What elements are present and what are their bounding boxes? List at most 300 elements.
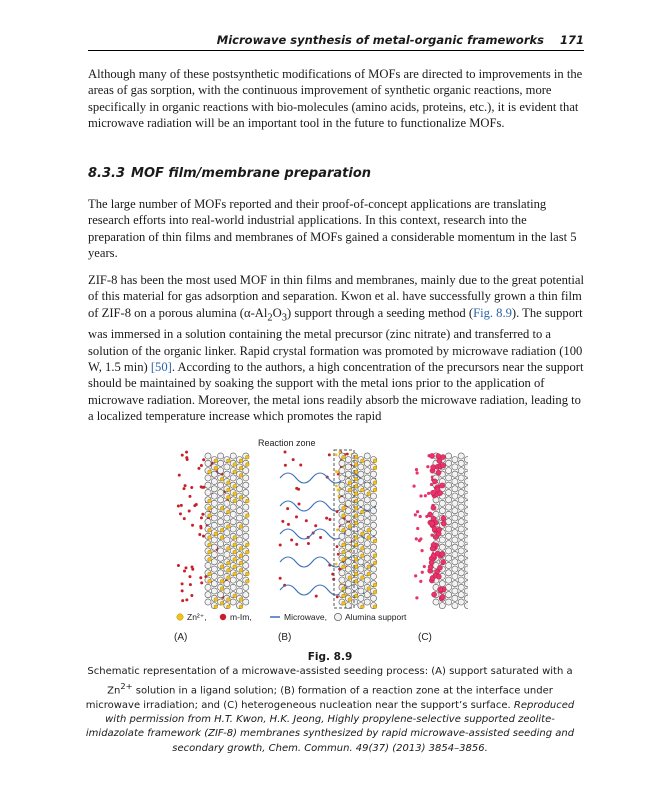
m-im-molecule: [290, 538, 293, 541]
alumina-particle: [345, 530, 351, 536]
alumina-particle: [446, 541, 452, 547]
alumina-particle: [236, 573, 242, 579]
alumina-particle: [218, 511, 224, 517]
zif-crystal: [440, 551, 445, 556]
alumina-particle: [230, 511, 236, 517]
alumina-particle: [339, 489, 345, 495]
m-im-molecule: [191, 524, 194, 527]
alumina-particle: [243, 504, 249, 510]
zn-ion: [373, 488, 377, 492]
alumina-particle: [364, 519, 370, 525]
zn-ion: [239, 547, 243, 551]
alumina-particle: [218, 468, 224, 474]
running-title: Microwave synthesis of metal-organic frameworks: [216, 33, 544, 47]
paragraph-2-text: The large number of MOFs reported and their proof-of-concept applications are translating research efforts into real-world industrial applications. In this context, research into the preparation of thin films and membranes of MOFs gained a considerable momentum in the last 5 years.: [88, 197, 577, 260]
m-im-molecule: [286, 507, 289, 510]
m-im-molecule: [188, 510, 191, 513]
zn-ion: [354, 543, 358, 547]
zn-ion: [233, 572, 237, 576]
zif-crystal: [441, 516, 446, 521]
zif-crystal: [429, 453, 434, 458]
alumina-particle: [236, 537, 242, 543]
zn-ion: [373, 605, 377, 609]
m-im-molecule: [305, 519, 308, 522]
alumina-particle: [458, 526, 464, 532]
m-im-molecule: [179, 512, 182, 515]
alumina-particle: [230, 584, 236, 590]
alumina-particle: [358, 471, 364, 477]
alumina-particle: [345, 493, 351, 499]
legend-zn-label: Zn²⁺,: [187, 612, 207, 622]
alumina-particle: [236, 508, 242, 514]
zn-ion: [367, 565, 371, 569]
alumina-particle: [364, 475, 370, 481]
alumina-particle: [439, 603, 445, 609]
alumina-particle: [446, 570, 452, 576]
alumina-particle: [464, 457, 468, 463]
alumina-particle: [218, 541, 224, 547]
alumina-particle: [211, 537, 217, 543]
m-im-molecule: [199, 525, 202, 528]
alumina-particle: [446, 592, 452, 598]
alumina-particle: [452, 486, 458, 492]
alumina-particle: [211, 581, 217, 587]
alumina-particle: [352, 599, 358, 605]
citation-link[interactable]: [50]: [150, 360, 172, 374]
alumina-particle: [352, 548, 358, 554]
zn-ion: [348, 488, 352, 492]
section-heading: [88, 166, 371, 181]
m-im-molecule: [295, 543, 298, 546]
alumina-particle: [464, 508, 468, 514]
alumina-particle: [352, 584, 358, 590]
zn-ion: [227, 488, 231, 492]
zn-ion: [239, 474, 243, 478]
alumina-particle: [458, 475, 464, 481]
alumina-particle: [370, 493, 376, 499]
alumina-particle: [452, 581, 458, 587]
m-im-molecule: [346, 453, 349, 456]
zn-ion: [335, 470, 338, 473]
alumina-particle: [446, 475, 452, 481]
zn-ion: [239, 554, 243, 558]
alumina-particle: [345, 566, 351, 572]
alumina-particle: [205, 562, 211, 568]
zn-ion: [342, 550, 346, 554]
alumina-particle: [464, 573, 468, 579]
m-im-molecule: [197, 467, 200, 470]
zif-crystal: [436, 454, 441, 459]
alumina-particle: [370, 515, 376, 521]
alumina-particle: [446, 453, 452, 459]
alumina-particle: [243, 555, 249, 561]
m-im-molecule: [193, 504, 196, 507]
alumina-particle: [458, 489, 464, 495]
zn-ion: [208, 514, 212, 518]
alumina-particle: [464, 515, 468, 521]
alumina-particle: [230, 526, 236, 532]
alumina-particle: [211, 515, 217, 521]
m-im-molecule: [181, 454, 184, 457]
m-im-molecule: [191, 565, 194, 568]
zn-ion: [227, 481, 231, 485]
alumina-particle: [218, 519, 224, 525]
zif-seed: [430, 483, 433, 486]
zn-ion: [354, 572, 358, 576]
m-im-molecule: [200, 581, 203, 584]
alumina-particle: [364, 541, 370, 547]
m-im-molecule: [325, 517, 328, 520]
alumina-particle: [230, 599, 236, 605]
alumina-particle: [230, 475, 236, 481]
zn-ion: [337, 489, 340, 492]
zn-ion: [373, 561, 377, 565]
zn-ion: [367, 528, 371, 532]
alumina-particle: [446, 562, 452, 568]
zn-ion: [239, 598, 243, 602]
zn-ion: [245, 550, 249, 554]
zif-crystal: [436, 470, 441, 475]
alumina-particle: [464, 486, 468, 492]
alumina-particle: [236, 588, 242, 594]
alumina-particle: [452, 522, 458, 528]
zif-crystal: [435, 487, 440, 492]
m-im-molecule: [190, 486, 193, 489]
zif-crystal: [431, 505, 436, 510]
paragraph-1: [88, 66, 584, 131]
m-im-molecule: [199, 576, 202, 579]
page-number: 171: [559, 33, 584, 47]
alumina-particle: [358, 500, 364, 506]
alumina-particle: [236, 500, 242, 506]
zn-ion: [361, 488, 365, 492]
m-im-molecule: [177, 564, 180, 567]
alumina-particle: [458, 453, 464, 459]
m-im-molecule: [284, 464, 287, 467]
alumina-particle: [446, 468, 452, 474]
alumina-particle: [452, 566, 458, 572]
zn-ion: [354, 565, 358, 569]
zif-seed: [426, 465, 429, 468]
alumina-particle: [364, 555, 370, 561]
alumina-particle: [243, 584, 249, 590]
alumina-particle: [452, 559, 458, 565]
alumina-particle: [236, 478, 242, 484]
m-im-molecule: [328, 518, 331, 521]
zif-seed: [419, 515, 422, 518]
alumina-particle: [446, 511, 452, 517]
figure-8-9: [168, 436, 468, 644]
panel-label-a: (A): [174, 632, 188, 643]
alumina-particle: [205, 519, 211, 525]
zn-ion: [367, 587, 371, 591]
alumina-particle: [464, 551, 468, 557]
alumina-particle: [243, 475, 249, 481]
zn-ion: [335, 453, 338, 456]
zn-ion: [208, 572, 212, 576]
zn-ion: [233, 594, 237, 598]
m-im-molecule: [328, 453, 331, 456]
alumina-particle: [205, 453, 211, 459]
alumina-particle: [211, 566, 217, 572]
alumina-particle: [452, 457, 458, 463]
alumina-particle: [458, 468, 464, 474]
alumina-particle: [211, 486, 217, 492]
alumina-particle: [205, 599, 211, 605]
alumina-particle: [243, 519, 249, 525]
alumina-particle: [370, 522, 376, 528]
zn-ion: [342, 558, 346, 562]
m-im-molecule: [202, 458, 205, 461]
zn-ion: [335, 563, 338, 566]
alumina-particle: [464, 530, 468, 536]
m-im-molecule: [190, 594, 193, 597]
paragraph-3-text: ZIF-8 has been the most used MOF in thin films and membranes, mainly due to the great potential of this material for gas adsorption and separation. Kwon et al. have successfully grown a thin film of ZIF-8 on a porous alumina $(\alpha-Al_2O_3)$ support through a seeding method (Fig. 8.9). The support was immersed in a solution containing the metal precursor (zinc nitrate) and transferred to a solution of the organic linker. Rapid crystal formation was promoted by microwave radiation (100 W, 1.5 min) [50]. According to the authors, a high concentration of the precursors near the support should be maintained by soaking the support with the metal ions prior to the application of microwave radiation. Moreover, the metal ions readily absorb the microwave radiation, leading to a localized temperature increase which promotes the rapid: [88, 273, 584, 423]
alumina-particle: [446, 526, 452, 532]
zn-ion: [361, 532, 365, 536]
m-im-molecule: [295, 487, 298, 490]
zn-ion: [245, 579, 249, 583]
figure-credit: Reproduced with permission from H.T. Kwon, H.K. Jeong, Highly propylene-selective supported zeolite-imidazolate framework (ZIF-8) membranes synthesized by rapid microwave-assisted seeding and secondary growth, Chem. Commun. 49(37) (2013) 3854–3856.: [85, 699, 575, 754]
m-im-molecule: [198, 533, 201, 536]
alumina-particle: [446, 548, 452, 554]
zn-ion: [373, 583, 377, 587]
alumina-particle: [458, 533, 464, 539]
zif-seed: [419, 537, 422, 540]
zn-ion: [361, 576, 365, 580]
alumina-particle: [345, 544, 351, 550]
alumina-particle: [464, 464, 468, 470]
zn-ion: [233, 485, 237, 489]
m-im-molecule: [181, 599, 184, 602]
alumina-particle: [205, 482, 211, 488]
alumina-particle: [370, 508, 376, 514]
alumina-particle: [205, 584, 211, 590]
alumina-particle: [370, 566, 376, 572]
zn-ion: [335, 485, 338, 488]
zn-ion: [373, 466, 377, 470]
paragraph-3: [88, 272, 584, 424]
legend-mim-label: m-Im,: [230, 612, 252, 622]
alumina-particle: [464, 566, 468, 572]
m-im-molecule: [319, 536, 322, 539]
alumina-particle: [211, 544, 217, 550]
m-im-molecule: [184, 566, 187, 569]
m-im-molecule: [314, 524, 317, 527]
m-im-molecule: [201, 486, 204, 489]
zn-ion: [227, 605, 231, 609]
zn-ion: [367, 492, 371, 496]
alumina-particle: [224, 551, 230, 557]
zn-ion: [361, 459, 365, 463]
zn-ion: [233, 470, 237, 474]
alumina-particle: [452, 471, 458, 477]
m-im-molecule: [295, 515, 298, 518]
alumina-particle: [211, 588, 217, 594]
alumina-particle: [236, 581, 242, 587]
alumina-particle: [458, 548, 464, 554]
alumina-particle: [433, 599, 439, 605]
zif-crystal: [430, 490, 435, 495]
m-im-molecule: [336, 595, 339, 598]
zn-ion: [354, 558, 358, 562]
alumina-particle: [211, 500, 217, 506]
alumina-particle: [243, 592, 249, 598]
figure-link[interactable]: Fig. 8.9: [473, 305, 512, 320]
alumina-particle: [339, 519, 345, 525]
alumina-particle: [339, 570, 345, 576]
alumina-particle: [364, 592, 370, 598]
zn-ion: [227, 495, 231, 499]
alumina-particle: [230, 519, 236, 525]
alumina-particle: [358, 559, 364, 565]
alumina-particle: [458, 599, 464, 605]
alumina-particle: [243, 599, 249, 605]
alumina-particle: [345, 559, 351, 565]
alumina-particle: [370, 544, 376, 550]
zn-ion: [239, 466, 243, 470]
zif-seed: [412, 485, 415, 488]
alumina-particle: [364, 599, 370, 605]
alumina-particle: [345, 471, 351, 477]
alumina-particle: [339, 533, 345, 539]
zif-crystal: [436, 574, 441, 579]
zn-ion: [342, 455, 346, 459]
zif-seed: [416, 510, 419, 513]
alumina-particle: [452, 537, 458, 543]
zn-ion: [354, 506, 358, 510]
alumina-particle: [452, 478, 458, 484]
zn-ion: [208, 470, 212, 474]
running-header: [88, 30, 584, 51]
alumina-particle: [452, 595, 458, 601]
zn-ion: [354, 579, 358, 583]
zn-ion: [245, 514, 249, 518]
alumina-particle: [224, 530, 230, 536]
zn-ion: [220, 587, 224, 591]
m-im-molecule: [336, 510, 339, 513]
zn-ion: [373, 459, 377, 463]
zn-ion: [245, 455, 249, 459]
zn-ion: [214, 605, 218, 609]
legend-alumina-marker: [334, 613, 341, 620]
zif-seed: [414, 513, 417, 516]
alumina-particle: [464, 603, 468, 609]
zn-ion: [342, 601, 346, 605]
alumina-particle: [439, 508, 445, 514]
zn-ion: [233, 550, 237, 554]
alumina-particle: [364, 504, 370, 510]
alumina-particle: [446, 482, 452, 488]
alumina-particle: [243, 489, 249, 495]
alumina-particle: [464, 559, 468, 565]
zn-ion: [233, 543, 237, 547]
alumina-particle: [464, 500, 468, 506]
alumina-particle: [364, 497, 370, 503]
zn-ion: [208, 579, 212, 583]
alumina-particle: [339, 482, 345, 488]
alumina-particle: [464, 537, 468, 543]
alumina-particle: [364, 468, 370, 474]
alumina-particle: [458, 504, 464, 510]
alumina-particle: [345, 515, 351, 521]
zif-crystal: [430, 546, 435, 551]
m-im-molecule: [336, 545, 339, 548]
alumina-particle: [224, 515, 230, 521]
zn-ion: [354, 455, 358, 459]
m-im-molecule: [279, 543, 282, 546]
alumina-particle: [345, 537, 351, 543]
alumina-particle: [230, 577, 236, 583]
alumina-particle: [211, 559, 217, 565]
zn-ion: [220, 477, 224, 481]
zn-ion: [214, 459, 218, 463]
zn-ion: [373, 481, 377, 485]
alumina-particle: [458, 555, 464, 561]
zn-ion: [373, 554, 377, 558]
zn-ion: [239, 525, 243, 529]
alumina-particle: [339, 468, 345, 474]
alumina-particle: [211, 573, 217, 579]
alumina-particle: [370, 595, 376, 601]
alumina-particle: [464, 544, 468, 550]
alumina-particle: [439, 544, 445, 550]
zif-seed: [421, 571, 424, 574]
m-im-molecule: [315, 595, 318, 598]
zif-seed: [416, 471, 419, 474]
alumina-particle: [364, 460, 370, 466]
alumina-particle: [345, 500, 351, 506]
alumina-particle: [458, 577, 464, 583]
zif-seed: [414, 574, 417, 577]
alumina-particle: [243, 526, 249, 532]
alumina-particle: [358, 478, 364, 484]
zn-ion: [367, 572, 371, 576]
zn-ion: [354, 485, 358, 489]
alumina-particle: [218, 497, 224, 503]
alumina-particle: [458, 511, 464, 517]
alumina-particle: [236, 486, 242, 492]
zif-crystal: [432, 479, 437, 484]
zn-ion: [239, 459, 243, 463]
alumina-particle: [464, 471, 468, 477]
alumina-particle: [236, 515, 242, 521]
m-im-molecule: [307, 542, 310, 545]
alumina-particle: [211, 508, 217, 514]
zn-ion: [361, 510, 365, 514]
zif-crystal: [431, 592, 436, 597]
alumina-particle: [211, 551, 217, 557]
zif-crystal: [429, 560, 434, 565]
zn-ion: [354, 499, 358, 503]
zn-ion: [348, 598, 352, 602]
zn-ion: [214, 598, 218, 602]
alumina-particle: [218, 460, 224, 466]
alumina-particle: [218, 482, 224, 488]
alumina-particle: [446, 599, 452, 605]
zif-crystal: [428, 564, 433, 569]
m-im-molecule: [183, 487, 186, 490]
zn-ion: [208, 550, 212, 554]
alumina-particle: [339, 497, 345, 503]
paragraph-2: [88, 196, 584, 261]
zn-ion: [227, 576, 231, 580]
section-title: MOF film/membrane preparation: [131, 166, 372, 181]
zn-ion: [354, 470, 358, 474]
alumina-particle: [339, 475, 345, 481]
alumina-particle: [224, 464, 230, 470]
m-im-molecule: [287, 523, 290, 526]
